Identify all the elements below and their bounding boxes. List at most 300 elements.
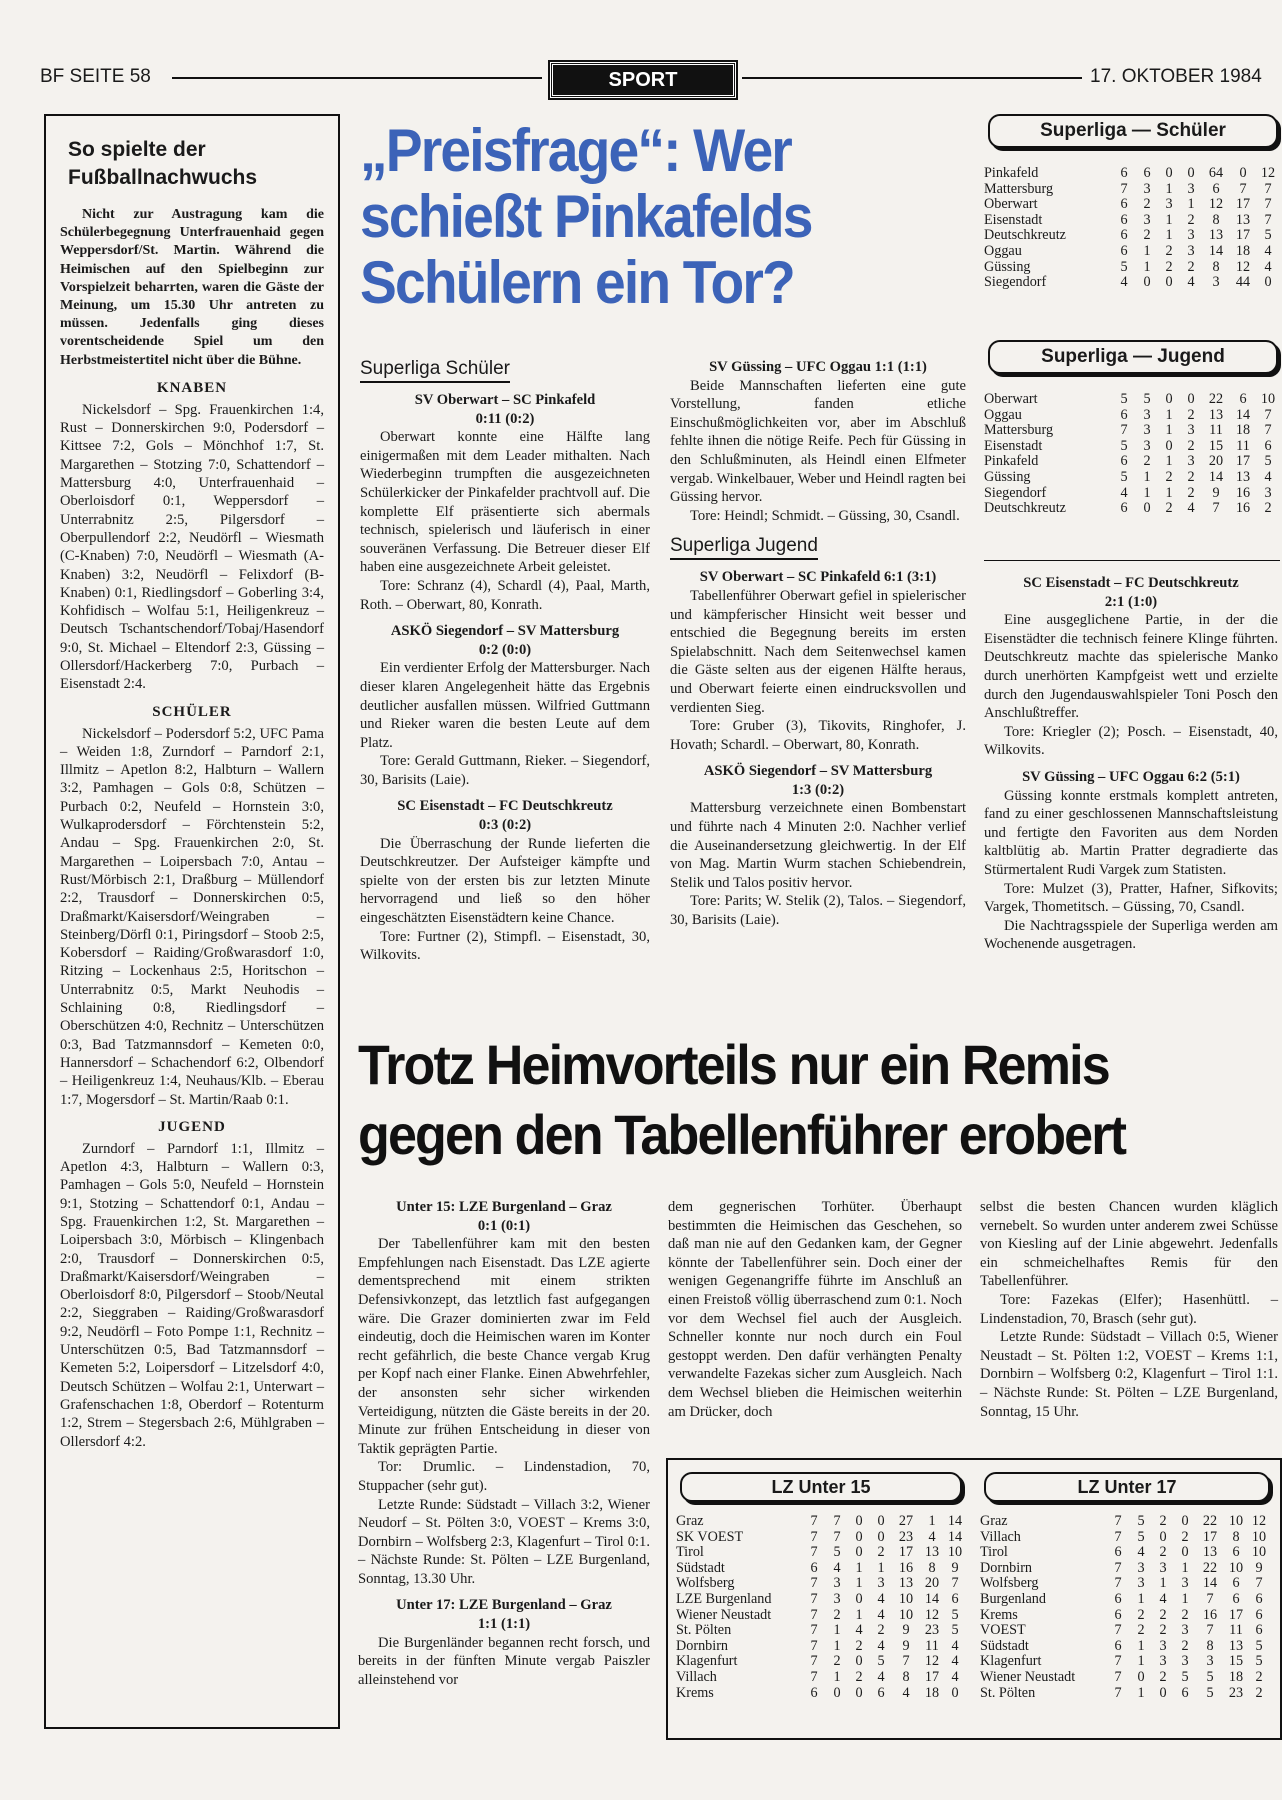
stat-cell: 2 (877, 1622, 885, 1639)
table-row (676, 1654, 966, 1670)
team-name: Villach (676, 1668, 717, 1685)
column-c (984, 574, 1278, 954)
stat-cell: 0 (1159, 1528, 1167, 1545)
stat-cell: 4 (1120, 484, 1128, 501)
stat-cell: 7 (1114, 1575, 1122, 1592)
stat-cell: 9 (902, 1637, 910, 1654)
stat-cell: 3 (1187, 453, 1195, 470)
stat-cell: 14 (1235, 406, 1251, 423)
knaben-heading: KNABEN (156, 379, 228, 396)
stat-cell: 3 (1181, 1653, 1189, 1670)
stat-cell: 5 (1264, 227, 1272, 244)
stat-cell: 1 (1181, 1590, 1189, 1607)
stat-cell: 1 (1165, 484, 1173, 501)
match-report: Die Burgenländer begannen recht forsch, und bereits in der fünften Minute vergab Paiszler alleinstehend vor (358, 1634, 650, 1688)
stat-cell: 64 (1208, 165, 1224, 181)
stat-cell: 5 (1264, 453, 1272, 470)
stat-cell: 1 (1159, 1575, 1167, 1592)
team-name: Graz (980, 1513, 1008, 1529)
stat-cell: 8 (928, 1559, 936, 1576)
stat-cell: 1 (1165, 406, 1173, 423)
stat-cell: 13 (1235, 211, 1251, 228)
bottom-column-a (358, 1198, 650, 1689)
stat-cell: 2 (855, 1637, 863, 1654)
table-title-schueler: Superliga — Schüler (988, 114, 1278, 148)
stat-cell: 7 (810, 1668, 818, 1685)
stat-cell: 11 (1229, 1622, 1243, 1639)
stat-cell: 1 (1143, 484, 1151, 501)
stat-cell: 2 (1187, 406, 1195, 423)
stat-cell: 3 (877, 1575, 885, 1592)
stat-cell: 16 (1235, 500, 1251, 517)
table-row (984, 166, 1280, 182)
table-row (676, 1686, 966, 1702)
stat-cell: 6 (1120, 165, 1128, 181)
stat-cell: 7 (810, 1653, 818, 1670)
team-name: Dornbirn (676, 1637, 729, 1654)
stat-cell: 6 (1114, 1590, 1122, 1607)
stat-cell: 6 (1120, 227, 1128, 244)
stat-cell: 23 (1228, 1684, 1244, 1701)
stat-cell: 4 (951, 1637, 959, 1654)
stat-cell: 4 (877, 1606, 885, 1623)
table-row (676, 1530, 966, 1546)
stat-cell: 6 (1232, 1544, 1240, 1561)
bottom-column-b (668, 1198, 962, 1421)
table-row (676, 1670, 966, 1686)
team-name: Oberwart (984, 196, 1038, 213)
stat-cell: 1 (1165, 227, 1173, 244)
match-scorers: Tore: Furtner (2), Stimpfl. – Eisenstadt, 30, Wilkovits. (360, 928, 650, 964)
team-name: SK VOEST (676, 1528, 744, 1545)
team-name: Mattersburg (984, 180, 1054, 197)
stat-cell: 4 (1120, 274, 1128, 291)
stat-cell: 2 (855, 1668, 863, 1685)
stat-cell: 2 (1187, 258, 1195, 275)
team-name: St. Pölten (980, 1684, 1036, 1701)
stat-cell: 2 (1143, 453, 1151, 470)
stat-cell: 7 (1264, 211, 1272, 228)
stat-cell: 20 (924, 1575, 940, 1592)
stat-cell: 44 (1235, 274, 1251, 291)
team-name: Graz (676, 1513, 704, 1529)
team-name: Oberwart (984, 391, 1038, 407)
match-heading: SV Oberwart – SC Pinkafeld (414, 392, 596, 408)
stat-cell: 0 (1264, 274, 1272, 291)
stat-cell: 2 (1165, 258, 1173, 275)
match-score: 1:3 (0:2) (791, 781, 845, 798)
column-superliga-schueler (360, 358, 650, 965)
match-scorers: Tore: Mulzet (3), Pratter, Hafner, Sifkovits; Vargek, Thometitsch. – Güssing, 70, Csandl. (984, 880, 1278, 916)
match-report: Güssing konnte erstmals komplett antreten, fand zu einer geschlossenen Mannschaftsleistung und fertigte den Favoriten aus dem Norden kaltblütig ab. Martin Pratter degradierte das Stürmertalent Rudi Vargek zum Statisten. (984, 787, 1278, 878)
headline2-line2: gegen den Tabellenführer erobert (358, 1103, 1126, 1166)
table-row (984, 244, 1280, 260)
stat-cell: 7 (1114, 1528, 1122, 1545)
stat-cell: 6 (1114, 1544, 1122, 1561)
stat-cell: 18 (924, 1684, 940, 1701)
stat-cell: 0 (1143, 500, 1151, 517)
stat-cell: 13 (924, 1544, 940, 1561)
stat-cell: 12 (1208, 196, 1224, 213)
stat-cell: 0 (855, 1684, 863, 1701)
stat-cell: 2 (877, 1544, 885, 1561)
stat-cell: 13 (898, 1575, 914, 1592)
match-scorers: Tore: Fazekas (Elfer); Hasenhüttl. – Lindenstadion, 70, Brasch (sehr gut). (980, 1291, 1278, 1327)
table-row (984, 197, 1280, 213)
stat-cell: 6 (1255, 1622, 1263, 1639)
stat-cell: 4 (877, 1590, 885, 1607)
stat-cell: 9 (1212, 484, 1220, 501)
stat-cell: 2 (1143, 227, 1151, 244)
stat-cell: 4 (877, 1668, 885, 1685)
team-name: Pinkafeld (984, 453, 1039, 470)
stat-cell: 10 (1251, 1544, 1267, 1561)
stat-cell: 2 (1187, 437, 1195, 454)
stat-cell: 2 (1255, 1684, 1263, 1701)
table-row (984, 213, 1280, 229)
stat-cell: 14 (947, 1513, 963, 1529)
team-name: LZE Burgenland (676, 1590, 772, 1607)
stat-cell: 6 (1120, 406, 1128, 423)
table-row (984, 470, 1280, 486)
team-name: Deutschkreutz (984, 500, 1066, 517)
team-name: Klagenfurt (676, 1653, 738, 1670)
stat-cell: 0 (951, 1684, 959, 1701)
stat-cell: 0 (855, 1528, 863, 1545)
table-row (980, 1592, 1270, 1608)
stat-cell: 6 (1114, 1637, 1122, 1654)
jugend-heading: JUGEND (158, 1118, 226, 1135)
stat-cell: 13 (1235, 468, 1251, 485)
stat-cell: 12 (1251, 1513, 1267, 1529)
stat-cell: 22 (1202, 1513, 1218, 1529)
stat-cell: 12 (1260, 165, 1276, 181)
match-report-continued: selbst die besten Chancen wurden kläglich vernebelt. So wurden unter anderem zwei Schüsse von Kiesling auf der Linie abgewehrt. Jedenfalls ein schmeichelhaftes Remis für den Tabellenführer. (980, 1199, 1278, 1290)
stat-cell: 7 (810, 1544, 818, 1561)
stat-cell: 1 (833, 1622, 841, 1639)
match-scorers: Tore: Parits; W. Stelik (2), Talos. – Siegendorf, 30, Barisits (Laie). (670, 893, 966, 929)
sidebar-box (44, 114, 340, 1729)
stat-cell: 18 (1235, 242, 1251, 259)
table-row (676, 1545, 966, 1561)
stat-cell: 7 (1120, 180, 1128, 197)
table-row (676, 1608, 966, 1624)
stat-cell: 4 (928, 1528, 936, 1545)
stat-cell: 1 (877, 1559, 885, 1576)
stat-cell: 5 (1120, 468, 1128, 485)
table-row (676, 1561, 966, 1577)
match-heading: SV Güssing – UFC Oggau 6:2 (5:1) (1022, 768, 1240, 785)
stat-cell: 1 (1165, 422, 1173, 439)
team-name: Wiener Neustadt (676, 1606, 772, 1623)
stat-cell: 3 (1143, 211, 1151, 228)
stat-cell: 5 (1255, 1653, 1263, 1670)
team-name: Eisenstadt (984, 211, 1043, 228)
stat-cell: 1 (1143, 242, 1151, 259)
stat-cell: 7 (1114, 1559, 1122, 1576)
stat-cell: 2 (1165, 242, 1173, 259)
stat-cell: 7 (810, 1637, 818, 1654)
stat-cell: 8 (1212, 211, 1220, 228)
stat-cell: 1 (833, 1668, 841, 1685)
match-report: Oberwart konnte eine Hälfte lang einigermaßen mit dem Leader mithalten. Nach Wiederbeginn trumpften die ausgezeichneten Schülerkicker der Pinkafelder prachtvoll auf. Die komplette Elf präsentierte sich abermals technisch, spielerisch und läuferisch in einer souveränen Verfassung. Die Betreuer dieser Elf haben eine ausgezeichnete Arbeit geleistet. (360, 429, 650, 576)
stat-cell: 3 (1137, 1559, 1145, 1576)
table-row (676, 1592, 966, 1608)
stat-cell: 2 (1159, 1622, 1167, 1639)
stat-cell: 22 (1202, 1559, 1218, 1576)
stat-cell: 4 (855, 1622, 863, 1639)
sidebar-intro: Nicht zur Austragung kam die Schülerbegegnung Unterfrauenhaid gegen Weppersdorf/St. Martin. Während die Heimischen auf den Spielbeginn zur Vorspielzeit beharrten, waren die Gäste der Meinung, um 15.30 Uhr antreten zu müssen. Jedenfalls ging dieses vorentscheidende Spiel um den Herbstmeistertitel nicht über die Bühne. (60, 207, 324, 368)
stat-cell: 3 (1143, 406, 1151, 423)
section-title: Superliga Schüler (360, 358, 510, 383)
team-name: Siegendorf (984, 274, 1047, 291)
stat-cell: 1 (1143, 258, 1151, 275)
stat-cell: 3 (1159, 1559, 1167, 1576)
match-heading: ASKÖ Siegendorf – SV Mattersburg (703, 763, 933, 780)
table-rule (984, 560, 1280, 561)
match-heading: ASKÖ Siegendorf – SV Mattersburg (390, 623, 620, 640)
stat-cell: 5 (1137, 1513, 1145, 1529)
team-name: St. Pölten (676, 1622, 732, 1639)
knaben-results: Nickelsdorf – Spg. Frauenkirchen 1:4, Rust – Donnerskirchen 9:0, Podersdorf – Kittsee 7:2, Gols – Mönchhof 1:7, St. Margarethen – Stotzing 7:0, Schattendorf – Mattersburg 4:0, Unterfrauenhaid – Oberloisdorf 0:1, Weppersdorf – Unterrabnitz 2:5, Pilgersdorf – Oberpullendorf 2:2, Neudörfl – Wiesmath (C-Knaben) 7:0, Neudörfl – Wiesmath (A-Knaben) 3:2, Neudörfl – Felixdorf (B-Knaben) 0:1, Riedlingsdorf – Goberling 3:4, Kohfidisch – Wolfau 5:1, Heiligenkreuz – Deutsch Tschantschendorf/Tobaj/Hasendorf 9:0, St. Michael – Eltendorf 2:3, Güssing – Ollersdorf/Hackerberg 7:0, Purbach – Eisenstadt 2:4. (60, 401, 324, 693)
stat-cell: 5 (877, 1653, 885, 1670)
stat-cell: 5 (1137, 1528, 1145, 1545)
stat-cell: 7 (810, 1575, 818, 1592)
stat-cell: 7 (1114, 1684, 1122, 1701)
stat-cell: 7 (1114, 1513, 1122, 1529)
stat-cell: 15 (1208, 437, 1224, 454)
stat-cell: 2 (1159, 1513, 1167, 1529)
stat-cell: 0 (877, 1513, 885, 1529)
stat-cell: 7 (1264, 422, 1272, 439)
match-report: Beide Mannschaften lieferten eine gute Vorstellung, fanden etliche Einschußmöglichkeiten vor, aber im Abschluß fehlte ihnen die nötige Reife. Pech für Güssing in den Schlußminuten, als Heindl einen Elfmeter vergab. Winkelbauer, Weber und Heindl ragten bei Güssing hervor. (670, 377, 966, 506)
team-name: Südstadt (676, 1559, 725, 1576)
stat-cell: 14 (1208, 242, 1224, 259)
schueler-results: Nickelsdorf – Podersdorf 5:2, UFC Pama – Weiden 1:8, Zurndorf – Parndorf 2:1, Illmitz – Apetlon 8:2, Halbturn – Wallern 3:2, Pamhagen – Gols 0:8, Schützen – Purbach 0:2, Neufeld – Hornstein 3:0, Wulkaprodersdorf – Förchtenstein 5:2, Andau – Spg. Frauenkirchen 2:0, St. Margarethen – Loipersbach 7:0, Antau – Rust/Mörbisch 2:1, Draßburg – Müllendorf 2:2, Trausdorf – Donnerskirchen 0:5, Draßmarkt/Kaisersdorf/Weingraben – Steinberg/Dörfl 0:1, Piringsdorf – Stoob 2:5, Kobersdorf – Raiding/Großwarasdorf 1:0, Ritzing – Lockenhaus 2:5, Horitschon – Unterrabnitz 0:5, Markt Neuhodis – Schlaining 0:8, Riedlingsdorf – Oberschützen 4:0, Rechnitz – Unterschützen 0:3, Bad Tatzmannsdorf – Kemeten 0:0, Hannersdorf – Schachendorf 6:2, Olbendorf – Heiligenkreuz 1:4, Neuhaus/Klb. – Eberau 1:7, Mogersdorf – St. Martin/Raab 0:1. (60, 725, 324, 1108)
table-row (980, 1514, 1270, 1530)
team-name: Deutschkreutz (984, 227, 1066, 244)
stat-cell: 13 (1208, 406, 1224, 423)
stat-cell: 7 (833, 1513, 841, 1529)
column-b (670, 358, 966, 930)
stat-cell: 6 (1212, 180, 1220, 197)
stat-cell: 0 (1137, 1668, 1145, 1685)
stat-cell: 17 (1235, 227, 1251, 244)
stat-cell: 6 (810, 1684, 818, 1701)
table-row (676, 1576, 966, 1592)
section-label: SPORT (550, 62, 736, 98)
stat-cell: 2 (1165, 500, 1173, 517)
stat-cell: 6 (1120, 242, 1128, 259)
stat-cell: 0 (1165, 391, 1173, 407)
match-scorers: Tore: Gerald Guttmann, Rieker. – Siegendorf, 30, Barisits (Laie). (360, 753, 650, 788)
team-name: Krems (980, 1606, 1018, 1623)
stat-cell: 6 (1120, 196, 1128, 213)
stat-cell: 27 (898, 1513, 914, 1529)
team-name: Oggau (984, 242, 1022, 259)
sidebar-title (68, 136, 324, 192)
stat-cell: 1 (1137, 1637, 1145, 1654)
stat-cell: 0 (1187, 165, 1195, 181)
stat-cell: 2 (1187, 211, 1195, 228)
stat-cell: 8 (1232, 1528, 1240, 1545)
stat-cell: 10 (898, 1606, 914, 1623)
stat-cell: 2 (1181, 1528, 1189, 1545)
match-score: 2:1 (1:0) (1104, 593, 1158, 610)
stat-cell: 0 (1165, 274, 1173, 291)
stat-cell: 14 (924, 1590, 940, 1607)
team-name: Siegendorf (984, 484, 1047, 501)
table-row (676, 1514, 966, 1530)
stat-cell: 2 (1159, 1544, 1167, 1561)
headline-line3: Schülern ein Tor? (360, 249, 794, 316)
stat-cell: 3 (1159, 1653, 1167, 1670)
stat-cell: 1 (1137, 1684, 1145, 1701)
stat-cell: 17 (1235, 196, 1251, 213)
stat-cell: 3 (1159, 1637, 1167, 1654)
stat-cell: 7 (833, 1528, 841, 1545)
stat-cell: 0 (877, 1528, 885, 1545)
stat-cell: 7 (810, 1622, 818, 1639)
stat-cell: 1 (1165, 211, 1173, 228)
stat-cell: 7 (1114, 1622, 1122, 1639)
team-name: Tirol (980, 1544, 1008, 1561)
stat-cell: 7 (1212, 500, 1220, 517)
team-name: Wolfsberg (676, 1575, 735, 1592)
stat-cell: 3 (1187, 227, 1195, 244)
issue-date: 17. OKTOBER 1984 (1090, 66, 1262, 87)
stat-cell: 3 (1264, 484, 1272, 501)
stat-cell: 6 (1181, 1684, 1189, 1701)
stat-cell: 3 (833, 1590, 841, 1607)
round-info: Letzte Runde: Südstadt – Villach 0:5, Wiener Neustadt – St. Pölten 1:2, VOEST – Krems 1:1, Dornbirn – Wolfsberg 0:2, Klagenfurt – Tirol 1:1. – Nächste Runde: St. Pölten – LZE Burgenland, Sonntag, 15 Uhr. (980, 1329, 1278, 1420)
team-name: Villach (980, 1528, 1021, 1545)
match-heading: Unter 15: LZE Burgenland – Graz (396, 1199, 612, 1215)
team-name: Klagenfurt (980, 1653, 1042, 1670)
stat-cell: 0 (855, 1653, 863, 1670)
stat-cell: 0 (1143, 274, 1151, 291)
table-row (984, 260, 1280, 276)
stat-cell: 4 (1187, 500, 1195, 517)
stat-cell: 2 (1159, 1606, 1167, 1623)
stat-cell: 2 (1165, 468, 1173, 485)
match-report: Ein verdienter Erfolg der Mattersburger. Nach dieser klaren Angelegenheit hätte das Ergebnis deutlicher ausfallen müssen. Wilfried Guttmann und Rieker waren die besten Leute auf dem Platz. (360, 660, 650, 751)
team-name: Güssing (984, 258, 1031, 275)
stat-cell: 4 (833, 1559, 841, 1576)
stat-cell: 5 (1120, 391, 1128, 407)
stat-cell: 3 (1181, 1622, 1189, 1639)
headline2-line1: Trotz Heimvorteils nur ein Remis (358, 1033, 1109, 1096)
stat-cell: 14 (1202, 1575, 1218, 1592)
jugend-results: Zurndorf – Parndorf 1:1, Illmitz – Apetlon 4:3, Halbturn – Wallern 0:3, Pamhagen – Gols 5:0, Neufeld – Hornstein 9:1, Stotzing – Schattendorf 0:1, Andau – Spg. Frauenkirchen 1:2, St. Margarethen – Loipersbach 3:0, Mörbisch – Klingenbach 2:0, Trausdorf – Donnerskirchen 0:5, Draßmarkt/Kaisersdorf/Weingraben – Oberloisdorf 8:0, Pilgersdorf – Stoob/Neutal 2:2, Sieggraben – Raiding/Großwarasdorf 9:2, Neudörfl – Foto Pompe 1:1, Rechnitz – Unterschützen 0:5, Bad Tatzmannsdorf – Kemeten 5:2, Loipersdorf – Litzelsdorf 4:0, Deutsch Schützen – Wolfau 2:1, Unterwart – Grafenschachen 1:8, Oberdorf – Rotenturm 1:2, Strem – Stegersbach 2:6, Mühlgraben – Ollersdorf 4:2. (60, 1140, 324, 1450)
match-heading: SC Eisenstadt – FC Deutschkreutz (1023, 575, 1239, 591)
table-row (980, 1686, 1270, 1702)
table-row (980, 1670, 1270, 1686)
stat-cell: 3 (1143, 180, 1151, 197)
stat-cell: 6 (1239, 391, 1247, 407)
stat-cell: 6 (1232, 1575, 1240, 1592)
stat-cell: 0 (1187, 391, 1195, 407)
stat-cell: 4 (902, 1684, 910, 1701)
match-score: 0:2 (0:0) (478, 641, 532, 658)
stat-cell: 13 (1228, 1637, 1244, 1654)
match-score: 0:3 (0:2) (478, 817, 532, 834)
match-score: 0:1 (0:1) (477, 1217, 531, 1234)
stat-cell: 23 (924, 1622, 940, 1639)
stat-cell: 5 (951, 1622, 959, 1639)
stat-cell: 6 (951, 1590, 959, 1607)
stat-cell: 5 (1181, 1668, 1189, 1685)
stat-cell: 2 (833, 1653, 841, 1670)
stat-cell: 5 (1206, 1684, 1214, 1701)
team-name: Krems (676, 1684, 714, 1701)
stat-cell: 3 (1165, 196, 1173, 213)
stat-cell: 0 (1181, 1544, 1189, 1561)
stat-cell: 8 (902, 1668, 910, 1685)
table-row (984, 423, 1280, 439)
match-report-continued: dem gegnerischen Torhüter. Überhaupt bestimmten die Heimischen das Geschehen, so daß man nie auf den Gedanken kam, der Gegner könnte der Tabellenführer sein. Doch einer der wenigen Gegenangriffe führte im Anschluß an einen Freistoß völlig überraschend zum 0:1. Noch vor dem Wechsel fiel auch der Ausgleich. Schneller konnte nur noch durch ein Foul gestoppt werden. Den dafür verhängten Penalty verwandelte Fazekas sicher zum Ausgleich. Nach dem Wechsel blieben die Heimischen weiterhin am Drücker, doch (668, 1199, 962, 1420)
stat-cell: 7 (810, 1513, 818, 1529)
stat-cell: 17 (898, 1544, 914, 1561)
stat-cell: 6 (1120, 500, 1128, 517)
schueler-heading: SCHÜLER (152, 703, 232, 720)
stat-cell: 0 (1165, 437, 1173, 454)
stat-cell: 1 (1187, 196, 1195, 213)
team-name: Wiener Neustadt (980, 1668, 1076, 1685)
stat-cell: 4 (1137, 1544, 1145, 1561)
stat-cell: 0 (833, 1684, 841, 1701)
stat-cell: 20 (1208, 453, 1224, 470)
table-row (980, 1639, 1270, 1655)
stat-cell: 7 (1264, 406, 1272, 423)
stat-cell: 18 (1235, 422, 1251, 439)
sidebar-title-line2: Fußballnachwuchs (68, 166, 258, 189)
stat-cell: 15 (1228, 1653, 1244, 1670)
stat-cell: 7 (1264, 196, 1272, 213)
table-row (984, 392, 1280, 408)
standings-table-u15 (676, 1514, 966, 1701)
match-report: Die Überraschung der Runde lieferten die Deutschkreutzer. Der Aufsteiger kämpfte und spielte von der ersten bis zur letzten Minute hervorragend und ließ so den höher eingeschätzten Eisenstädtern keine Chance. (360, 835, 650, 927)
team-name: Oggau (984, 406, 1022, 423)
stat-cell: 3 (1187, 242, 1195, 259)
table-row (980, 1654, 1270, 1670)
stat-cell: 12 (924, 1653, 940, 1670)
table-row (676, 1639, 966, 1655)
stat-cell: 2 (833, 1606, 841, 1623)
table-row (980, 1530, 1270, 1546)
stat-cell: 2 (1187, 484, 1195, 501)
stat-cell: 8 (1206, 1637, 1214, 1654)
stat-cell: 6 (1114, 1606, 1122, 1623)
stat-cell: 3 (1187, 180, 1195, 197)
team-name: Wolfsberg (980, 1575, 1039, 1592)
stat-cell: 6 (1143, 165, 1151, 181)
standings-table-u17 (980, 1514, 1270, 1701)
stat-cell: 4 (1264, 468, 1272, 485)
stat-cell: 1 (1137, 1590, 1145, 1607)
team-name: Mattersburg (984, 422, 1054, 439)
stat-cell: 2 (1181, 1637, 1189, 1654)
stat-cell: 7 (1114, 1653, 1122, 1670)
stat-cell: 9 (902, 1622, 910, 1639)
match-scorers: Tore: Heindl; Schmidt. – Güssing, 30, Csandl. (690, 507, 960, 524)
standings-table-jugend (984, 392, 1280, 517)
stat-cell: 7 (1206, 1622, 1214, 1639)
stat-cell: 4 (951, 1653, 959, 1670)
stat-cell: 5 (1143, 391, 1151, 407)
match-report: Tabellenführer Oberwart gefiel in spielerischer und kämpferischer Hinsicht weit besser und entschied die Begegnung bereits im ersten Spielabschnitt. Nach dem Seitenwechsel kamen die Gäste selten aus der eigenen Hälfte heraus, und Oberwart feierte einen eindrucksvollen und verdienten Sieg. (670, 587, 966, 716)
stat-cell: 11 (1209, 422, 1223, 439)
